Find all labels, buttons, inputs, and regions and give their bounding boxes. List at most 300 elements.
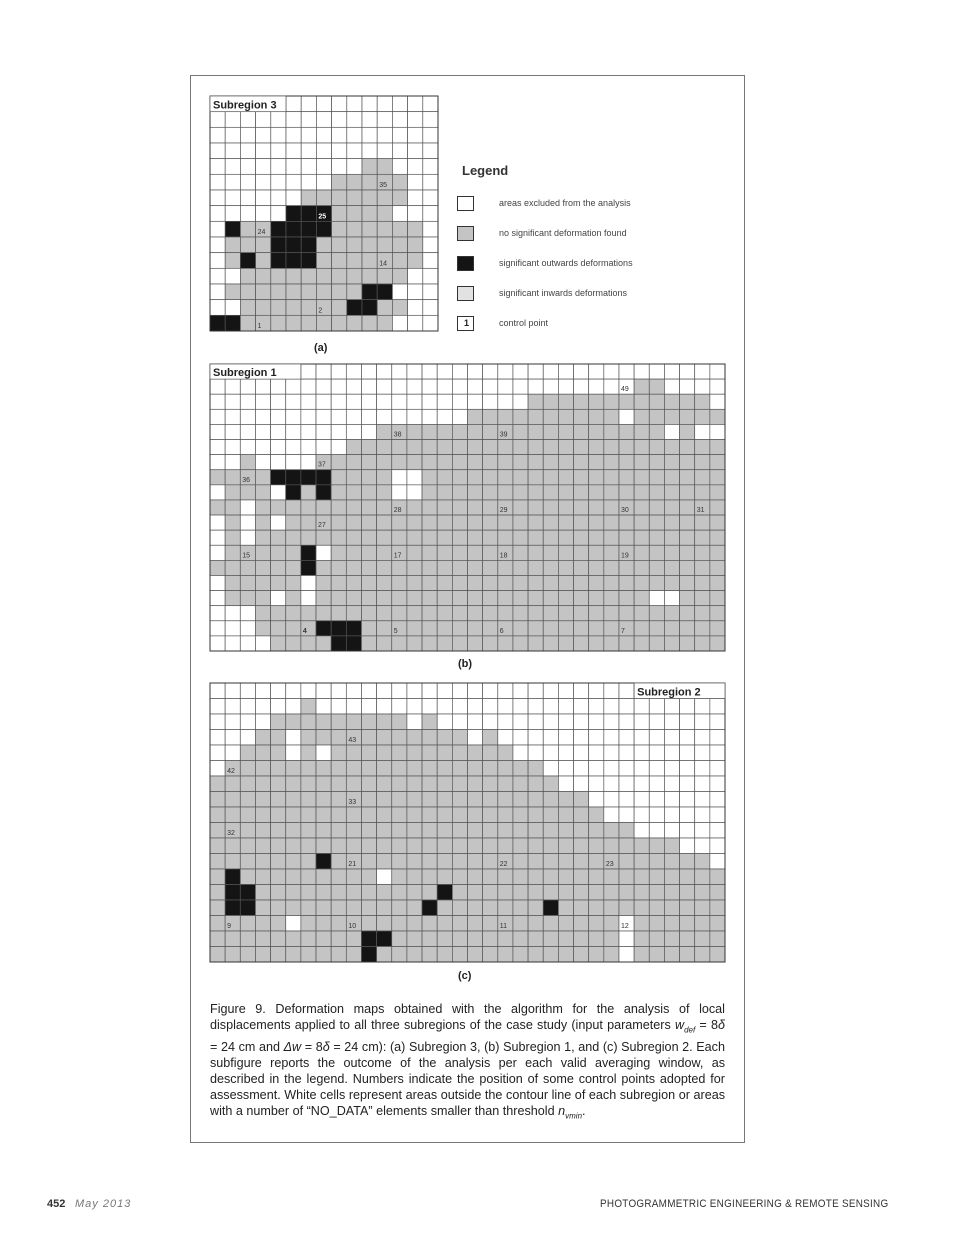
grid-cell bbox=[649, 947, 664, 963]
grid-cell bbox=[528, 931, 543, 947]
caption-n-var: n bbox=[558, 1103, 566, 1118]
grid-cell bbox=[649, 807, 664, 823]
grid-cell bbox=[286, 776, 301, 792]
control-point-label: 24 bbox=[257, 229, 266, 236]
grid-cell bbox=[468, 900, 483, 916]
grid-cell bbox=[437, 900, 452, 916]
grid-cell bbox=[225, 699, 240, 715]
grid-cell bbox=[619, 683, 634, 699]
grid-cell bbox=[331, 699, 346, 715]
grid-cell bbox=[377, 854, 392, 870]
grid-cell bbox=[452, 900, 467, 916]
subregion-title: Subregion 3 bbox=[213, 99, 277, 112]
grid-cell bbox=[331, 838, 346, 854]
grid-cell bbox=[528, 714, 543, 730]
grid-cell bbox=[346, 869, 361, 885]
grid-cell bbox=[361, 885, 376, 901]
grid-cell bbox=[649, 885, 664, 901]
grid-cell bbox=[619, 792, 634, 808]
grid-cell bbox=[483, 776, 498, 792]
grid-cell bbox=[574, 792, 589, 808]
grid-cell bbox=[452, 776, 467, 792]
grid-cell bbox=[619, 807, 634, 823]
grid-cell bbox=[331, 885, 346, 901]
grid-cell bbox=[649, 916, 664, 932]
grid-cell bbox=[695, 807, 710, 823]
control-point-label: 43 bbox=[348, 737, 357, 744]
grid-cell bbox=[543, 900, 558, 916]
grid-cell bbox=[468, 916, 483, 932]
grid-cell bbox=[301, 776, 316, 792]
grid-cell bbox=[225, 714, 240, 730]
caption-w-sub: def bbox=[684, 1025, 696, 1035]
grid-cell bbox=[604, 838, 619, 854]
grid-cell bbox=[589, 792, 604, 808]
grid-cell bbox=[619, 730, 634, 746]
grid-cell bbox=[407, 916, 422, 932]
grid-cell bbox=[301, 885, 316, 901]
grid-cell bbox=[574, 745, 589, 761]
grid-cell bbox=[589, 947, 604, 963]
grid-cell bbox=[316, 916, 331, 932]
grid-cell bbox=[316, 761, 331, 777]
figure-caption bbox=[210, 1001, 725, 1124]
grid-cell bbox=[634, 838, 649, 854]
control-point-label: 38 bbox=[393, 431, 402, 439]
grid-cell bbox=[286, 699, 301, 715]
grid-cell bbox=[604, 699, 619, 715]
grid-cell bbox=[346, 947, 361, 963]
grid-cell bbox=[558, 823, 573, 839]
grid-cell bbox=[361, 916, 376, 932]
grid-cell bbox=[392, 699, 407, 715]
grid-cell bbox=[361, 838, 376, 854]
grid-cell bbox=[437, 776, 452, 792]
legend-label: areas excluded from the analysis bbox=[499, 198, 631, 208]
grid-cell bbox=[664, 807, 679, 823]
grid-cell bbox=[574, 823, 589, 839]
grid-cell bbox=[331, 931, 346, 947]
grid-cell bbox=[543, 699, 558, 715]
grid-cell bbox=[619, 714, 634, 730]
grid-cell bbox=[710, 730, 725, 746]
caption-dw: Δw bbox=[283, 1039, 302, 1054]
grid-cell bbox=[513, 916, 528, 932]
grid-cell bbox=[619, 869, 634, 885]
grid-cell bbox=[680, 714, 695, 730]
grid-cell bbox=[483, 792, 498, 808]
grid-cell bbox=[619, 931, 634, 947]
grid-cell bbox=[392, 900, 407, 916]
grid-cell bbox=[316, 683, 331, 699]
grid-cell bbox=[695, 699, 710, 715]
grid-cell bbox=[710, 823, 725, 839]
grid-cell bbox=[271, 807, 286, 823]
grid-cell bbox=[574, 730, 589, 746]
grid-cell bbox=[422, 761, 437, 777]
caption-mid3: = 8 bbox=[301, 1039, 323, 1054]
grid-cell bbox=[422, 730, 437, 746]
grid-cell bbox=[558, 776, 573, 792]
grid-cell bbox=[543, 807, 558, 823]
grid-cell bbox=[528, 761, 543, 777]
page-footer bbox=[0, 1198, 960, 1218]
grid-cell bbox=[513, 869, 528, 885]
grid-cell bbox=[543, 854, 558, 870]
grid-cell bbox=[361, 807, 376, 823]
grid-cell bbox=[528, 699, 543, 715]
grid-cell bbox=[392, 947, 407, 963]
grid-cell bbox=[528, 730, 543, 746]
grid-cell bbox=[210, 792, 225, 808]
grid-cell bbox=[407, 885, 422, 901]
grid-cell bbox=[649, 854, 664, 870]
grid-cell bbox=[377, 776, 392, 792]
grid-cell bbox=[316, 776, 331, 792]
grid-cell bbox=[649, 931, 664, 947]
grid-cell bbox=[392, 792, 407, 808]
grid-cell bbox=[695, 792, 710, 808]
control-point-label: 23 bbox=[605, 861, 614, 868]
grid-cell bbox=[316, 730, 331, 746]
caption-w-var: w bbox=[674, 1018, 685, 1032]
grid-cell bbox=[255, 776, 270, 792]
grid-cell bbox=[649, 699, 664, 715]
grid-cell bbox=[498, 869, 513, 885]
grid-cell bbox=[255, 714, 270, 730]
grid-cell bbox=[346, 776, 361, 792]
grid-cell bbox=[649, 823, 664, 839]
grid-cell bbox=[513, 838, 528, 854]
grid-cell bbox=[574, 900, 589, 916]
grid-cell bbox=[483, 931, 498, 947]
grid-cell bbox=[286, 931, 301, 947]
grid-cell bbox=[346, 900, 361, 916]
grid-cell bbox=[422, 683, 437, 699]
grid-cell bbox=[210, 807, 225, 823]
grid-cell bbox=[513, 947, 528, 963]
grid-cell bbox=[695, 776, 710, 792]
grid-cell bbox=[240, 792, 255, 808]
grid-cell bbox=[240, 699, 255, 715]
grid-cell bbox=[286, 854, 301, 870]
grid-cell bbox=[589, 885, 604, 901]
journal-name: PHOTOGRAMMETRIC ENGINEERING & REMOTE SENSING bbox=[599, 1198, 888, 1210]
grid-cell bbox=[468, 869, 483, 885]
grid-cell bbox=[589, 776, 604, 792]
grid-cell bbox=[437, 745, 452, 761]
grid-cell bbox=[634, 900, 649, 916]
grid-cell bbox=[407, 761, 422, 777]
grid-cell bbox=[286, 947, 301, 963]
grid-cell bbox=[483, 869, 498, 885]
grid-cell bbox=[513, 761, 528, 777]
grid-cell bbox=[437, 947, 452, 963]
grid-cell bbox=[407, 745, 422, 761]
grid-cell bbox=[483, 714, 498, 730]
grid-cell bbox=[558, 900, 573, 916]
grid-cell bbox=[255, 730, 270, 746]
grid-cell bbox=[589, 683, 604, 699]
grid-cell bbox=[634, 931, 649, 947]
grid-cell bbox=[528, 776, 543, 792]
grid-cell bbox=[574, 683, 589, 699]
grid-cell bbox=[210, 916, 225, 932]
grid-cell bbox=[710, 931, 725, 947]
grid-cell bbox=[377, 900, 392, 916]
grid-cell bbox=[498, 931, 513, 947]
grid-cell bbox=[240, 745, 255, 761]
grid-cell bbox=[619, 854, 634, 870]
grid-cell bbox=[680, 947, 695, 963]
grid-cell bbox=[528, 916, 543, 932]
control-point-label: 49 bbox=[620, 386, 629, 394]
grid-cell bbox=[604, 807, 619, 823]
grid-cell bbox=[649, 730, 664, 746]
grid-cell bbox=[543, 916, 558, 932]
grid-cell bbox=[664, 854, 679, 870]
control-point-label: 36 bbox=[242, 476, 251, 484]
grid-cell bbox=[301, 761, 316, 777]
grid-cell bbox=[271, 823, 286, 839]
grid-cell bbox=[286, 745, 301, 761]
grid-cell bbox=[361, 761, 376, 777]
grid-cell bbox=[710, 854, 725, 870]
grid-cell bbox=[255, 931, 270, 947]
grid-cell bbox=[392, 761, 407, 777]
grid-cell bbox=[710, 745, 725, 761]
grid-cell bbox=[240, 730, 255, 746]
grid-cell bbox=[255, 869, 270, 885]
grid-cell bbox=[255, 916, 270, 932]
control-point-label: 37 bbox=[318, 461, 326, 469]
grid-cell bbox=[680, 931, 695, 947]
control-point-label: 32 bbox=[227, 830, 235, 837]
grid-cell bbox=[498, 776, 513, 792]
grid-cell bbox=[361, 869, 376, 885]
grid-cell bbox=[604, 885, 619, 901]
grid-cell bbox=[634, 916, 649, 932]
caption-end: . bbox=[582, 1103, 586, 1118]
caption-mid2: = 24 cm and bbox=[210, 1039, 284, 1054]
grid-cell bbox=[346, 838, 361, 854]
grid-cell bbox=[619, 776, 634, 792]
grid-cell bbox=[286, 838, 301, 854]
grid-cell bbox=[392, 885, 407, 901]
grid-cell bbox=[483, 699, 498, 715]
grid-cell bbox=[422, 823, 437, 839]
grid-cell bbox=[604, 761, 619, 777]
grid-cell bbox=[452, 699, 467, 715]
grid-cell bbox=[483, 854, 498, 870]
grid-cell bbox=[619, 885, 634, 901]
grid-cell bbox=[513, 776, 528, 792]
grid-cell bbox=[225, 776, 240, 792]
grid-cell bbox=[271, 854, 286, 870]
legend-swatch-no-deformation bbox=[457, 226, 474, 241]
control-point-label: 33 bbox=[348, 799, 357, 806]
grid-cell bbox=[301, 916, 316, 932]
grid-cell bbox=[695, 838, 710, 854]
grid-cell bbox=[240, 947, 255, 963]
grid-cell bbox=[680, 807, 695, 823]
grid-cell bbox=[210, 699, 225, 715]
grid-cell bbox=[316, 838, 331, 854]
grid-cell bbox=[452, 714, 467, 730]
grid-cell bbox=[452, 885, 467, 901]
legend-swatch-outwards bbox=[457, 256, 474, 271]
grid-cell bbox=[574, 885, 589, 901]
grid-cell bbox=[604, 931, 619, 947]
grid-cell bbox=[558, 683, 573, 699]
grid-cell bbox=[680, 885, 695, 901]
grid-cell bbox=[664, 745, 679, 761]
grid-cell bbox=[377, 823, 392, 839]
grid-cell bbox=[377, 745, 392, 761]
grid-cell bbox=[316, 823, 331, 839]
grid-cell bbox=[392, 683, 407, 699]
grid-cell bbox=[543, 947, 558, 963]
grid-cell bbox=[498, 714, 513, 730]
grid-cell bbox=[316, 854, 331, 870]
grid-cell bbox=[346, 699, 361, 715]
grid-cell bbox=[574, 854, 589, 870]
grid-cell bbox=[604, 714, 619, 730]
grid-cell bbox=[543, 714, 558, 730]
control-point-label: 5 bbox=[393, 627, 398, 635]
grid-cell bbox=[483, 916, 498, 932]
grid-cell bbox=[301, 745, 316, 761]
control-point-label: 10 bbox=[348, 923, 357, 930]
grid-cell bbox=[574, 714, 589, 730]
grid-cell bbox=[286, 916, 301, 932]
grid-cell bbox=[301, 854, 316, 870]
grid-cell bbox=[407, 931, 422, 947]
grid-cell bbox=[452, 730, 467, 746]
grid-cell bbox=[331, 761, 346, 777]
grid-cell bbox=[452, 931, 467, 947]
grid-cell bbox=[528, 807, 543, 823]
grid-cell bbox=[271, 900, 286, 916]
control-point-label: 11 bbox=[499, 923, 508, 930]
grid-cell bbox=[225, 792, 240, 808]
caption-delta1: δ bbox=[718, 1018, 725, 1032]
grid-cell bbox=[589, 745, 604, 761]
control-point-label: 39 bbox=[499, 431, 508, 439]
grid-cell bbox=[649, 745, 664, 761]
grid-cell bbox=[483, 807, 498, 823]
grid-cell bbox=[346, 807, 361, 823]
grid-cell bbox=[210, 854, 225, 870]
grid-cell bbox=[468, 745, 483, 761]
grid-cell bbox=[377, 761, 392, 777]
grid-cell bbox=[664, 931, 679, 947]
grid-cell bbox=[513, 823, 528, 839]
grid-cell bbox=[210, 761, 225, 777]
grid-cell bbox=[301, 683, 316, 699]
control-point-label: 15 bbox=[242, 552, 251, 560]
grid-cell bbox=[649, 761, 664, 777]
grid-cell bbox=[664, 776, 679, 792]
grid-cell bbox=[316, 947, 331, 963]
grid-cell bbox=[407, 854, 422, 870]
grid-cell bbox=[346, 683, 361, 699]
grid-cell bbox=[286, 823, 301, 839]
grid-cell bbox=[346, 823, 361, 839]
grid-cell bbox=[619, 761, 634, 777]
grid-cell bbox=[589, 854, 604, 870]
grid-cell bbox=[392, 730, 407, 746]
grid-cell bbox=[664, 699, 679, 715]
grid-cell bbox=[225, 900, 240, 916]
grid-cell bbox=[468, 683, 483, 699]
grid-cell bbox=[513, 854, 528, 870]
grid-cell bbox=[483, 745, 498, 761]
grid-cell bbox=[437, 885, 452, 901]
grid-cell bbox=[240, 823, 255, 839]
grid-cell bbox=[528, 792, 543, 808]
grid-cell bbox=[316, 869, 331, 885]
grid-cell bbox=[361, 776, 376, 792]
grid-cell bbox=[604, 947, 619, 963]
legend-swatch-control-point bbox=[457, 316, 474, 331]
grid-cell bbox=[377, 714, 392, 730]
grid-cell bbox=[680, 900, 695, 916]
grid-cell bbox=[498, 683, 513, 699]
subregion-title: Subregion 1 bbox=[213, 367, 277, 380]
grid-cell bbox=[346, 745, 361, 761]
grid-cell bbox=[619, 745, 634, 761]
grid-cell bbox=[452, 916, 467, 932]
grid-cell bbox=[422, 885, 437, 901]
grid-cell bbox=[649, 838, 664, 854]
grid-cell bbox=[361, 714, 376, 730]
grid-cell bbox=[210, 823, 225, 839]
grid-cell bbox=[240, 869, 255, 885]
grid-cell bbox=[558, 916, 573, 932]
legend-swatch-number: 1 bbox=[463, 318, 469, 328]
grid-cell bbox=[528, 838, 543, 854]
grid-cell bbox=[604, 869, 619, 885]
grid-cell bbox=[271, 885, 286, 901]
grid-cell bbox=[240, 761, 255, 777]
caption-rest: = 24 cm): (a) Subregion 3, (b) Subregion 1, and (c) Subregion 2. Each subfigure reports the outcome of the analysis per each valid averaging window, as described in the legend. Numbers indicate the position of some control points adopted for assessment. White cells represent areas outside the contour line of each subregion or areas with a number of “NO_DATA” elements smaller than threshold bbox=[210, 1039, 725, 1118]
control-point-label: 31 bbox=[696, 507, 705, 515]
grid-cell bbox=[543, 730, 558, 746]
grid-cell bbox=[543, 683, 558, 699]
grid-cell bbox=[589, 823, 604, 839]
grid-cell bbox=[407, 714, 422, 730]
panel-letter-c: (c) bbox=[458, 970, 472, 982]
grid-cell bbox=[240, 776, 255, 792]
grid-cell bbox=[422, 838, 437, 854]
grid-cell bbox=[271, 869, 286, 885]
grid-cell bbox=[498, 730, 513, 746]
grid-cell bbox=[558, 714, 573, 730]
grid-cell bbox=[240, 900, 255, 916]
grid-cell bbox=[361, 900, 376, 916]
grid-cell bbox=[271, 683, 286, 699]
grid-cell bbox=[664, 885, 679, 901]
grid-cell bbox=[543, 761, 558, 777]
grid-cell bbox=[392, 714, 407, 730]
grid-cell bbox=[528, 900, 543, 916]
grid-cell bbox=[468, 807, 483, 823]
grid-cell bbox=[452, 823, 467, 839]
grid-cell bbox=[710, 900, 725, 916]
grid-cell bbox=[392, 823, 407, 839]
grid-cell bbox=[634, 885, 649, 901]
